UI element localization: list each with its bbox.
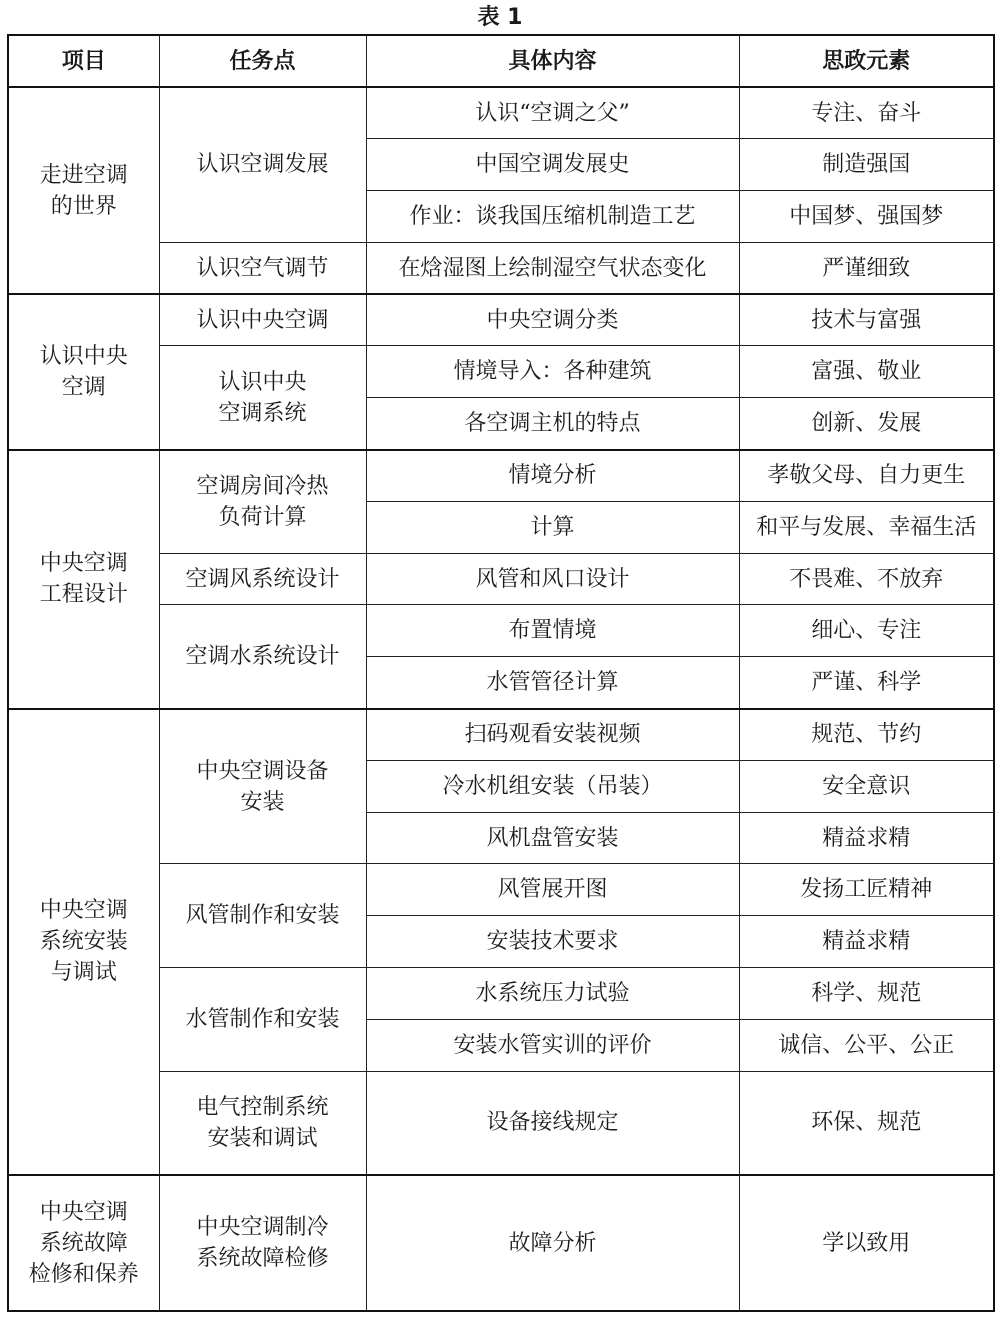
element-cell: 安全意识 <box>739 760 994 812</box>
task-cell: 水管制作和安装 <box>159 968 366 1072</box>
table-row <box>8 1175 994 1311</box>
task-cell: 认识空气调节 <box>159 242 366 294</box>
task-cell: 认识中央 空调系统 <box>159 346 366 450</box>
content-cell: 布置情境 <box>366 605 739 657</box>
task-cell: 空调水系统设计 <box>159 605 366 709</box>
element-cell: 专注、奋斗 <box>739 87 994 139</box>
table-header-row <box>8 35 994 87</box>
table-row <box>8 294 994 346</box>
task-cell: 空调风系统设计 <box>159 553 366 605</box>
table-row <box>8 709 994 761</box>
content-cell: 中国空调发展史 <box>366 139 739 191</box>
content-cell: 情境导入：各种建筑 <box>366 346 739 398</box>
element-cell: 学以致用 <box>739 1175 994 1311</box>
project-cell: 走进空调 的世界 <box>8 87 159 294</box>
content-cell: 风管和风口设计 <box>366 553 739 605</box>
content-cell: 冷水机组安装（吊装） <box>366 760 739 812</box>
project-cell: 认识中央 空调 <box>8 294 159 449</box>
element-cell: 规范、节约 <box>739 709 994 761</box>
element-cell: 孝敬父母、自力更生 <box>739 450 994 502</box>
content-cell: 安装水管实训的评价 <box>366 1019 739 1071</box>
header-element: 思政元素 <box>739 35 994 87</box>
element-cell: 精益求精 <box>739 916 994 968</box>
element-cell: 制造强国 <box>739 139 994 191</box>
task-cell: 风管制作和安装 <box>159 864 366 968</box>
content-cell: 水系统压力试验 <box>366 968 739 1020</box>
content-cell: 情境分析 <box>366 450 739 502</box>
content-cell: 中央空调分类 <box>366 294 739 346</box>
content-cell: 水管管径计算 <box>366 657 739 709</box>
header-project: 项目 <box>8 35 159 87</box>
content-cell: 各空调主机的特点 <box>366 398 739 450</box>
element-cell: 创新、发展 <box>739 398 994 450</box>
element-cell: 严谨细致 <box>739 242 994 294</box>
element-cell: 技术与富强 <box>739 294 994 346</box>
table-row <box>8 87 994 139</box>
element-cell: 环保、规范 <box>739 1071 994 1175</box>
element-cell: 中国梦、强国梦 <box>739 191 994 243</box>
content-cell: 在焓湿图上绘制湿空气状态变化 <box>366 242 739 294</box>
element-cell: 富强、敬业 <box>739 346 994 398</box>
content-cell: 作业：谈我国压缩机制造工艺 <box>366 191 739 243</box>
task-cell: 空调房间冷热 负荷计算 <box>159 450 366 554</box>
element-cell: 诚信、公平、公正 <box>739 1019 994 1071</box>
task-cell: 中央空调制冷 系统故障检修 <box>159 1175 366 1311</box>
element-cell: 发扬工匠精神 <box>739 864 994 916</box>
project-cell: 中央空调 工程设计 <box>8 450 159 709</box>
header-task: 任务点 <box>159 35 366 87</box>
content-cell: 扫码观看安装视频 <box>366 709 739 761</box>
content-cell: 计算 <box>366 501 739 553</box>
element-cell: 不畏难、不放弃 <box>739 553 994 605</box>
project-cell: 中央空调 系统故障 检修和保养 <box>8 1175 159 1311</box>
element-cell: 严谨、科学 <box>739 657 994 709</box>
course-ideology-table <box>7 34 995 1312</box>
content-cell: 风机盘管安装 <box>366 812 739 864</box>
task-cell: 中央空调设备 安装 <box>159 709 366 864</box>
content-cell: 故障分析 <box>366 1175 739 1311</box>
element-cell: 科学、规范 <box>739 968 994 1020</box>
table-caption: 表 1 <box>477 5 523 30</box>
content-cell: 设备接线规定 <box>366 1071 739 1175</box>
task-cell: 电气控制系统 安装和调试 <box>159 1071 366 1175</box>
table-row <box>8 450 994 502</box>
header-content: 具体内容 <box>366 35 739 87</box>
task-cell: 认识中央空调 <box>159 294 366 346</box>
content-cell: 安装技术要求 <box>366 916 739 968</box>
content-cell: 认识“空调之父” <box>366 87 739 139</box>
element-cell: 和平与发展、幸福生活 <box>739 501 994 553</box>
content-cell: 风管展开图 <box>366 864 739 916</box>
project-cell: 中央空调 系统安装 与调试 <box>8 709 159 1176</box>
task-cell: 认识空调发展 <box>159 87 366 242</box>
element-cell: 精益求精 <box>739 812 994 864</box>
element-cell: 细心、专注 <box>739 605 994 657</box>
